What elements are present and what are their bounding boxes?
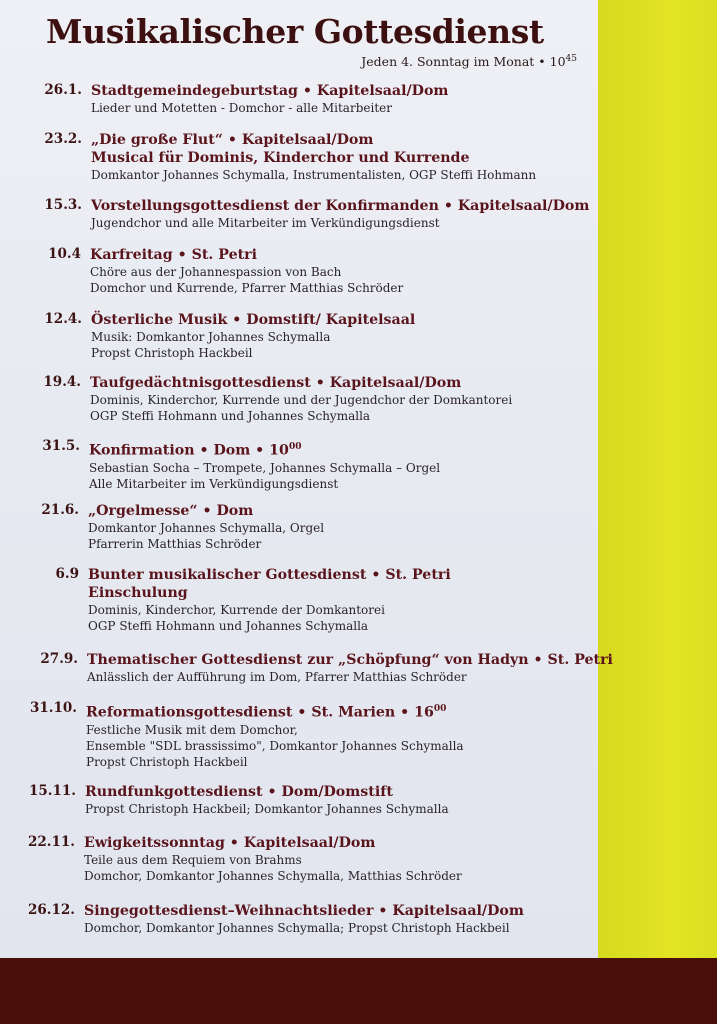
event-description-line: Domchor und Kurrende, Pfarrer Matthias Schröder: [90, 281, 404, 295]
event-details: [88, 502, 324, 552]
dark-red-band: [0, 958, 717, 1024]
yellow-background: [598, 0, 717, 958]
event-details: [87, 651, 613, 685]
event-description-line: Alle Mitarbeiter im Verkündigungsdienst: [89, 476, 339, 491]
event-time-minutes: 00: [288, 442, 302, 452]
event-description-line: Propst Christoph Hackbeil: [86, 754, 248, 769]
event-date: 26.12.: [28, 902, 75, 918]
event-title-text: „Orgelmesse“ • Dom: [88, 503, 254, 519]
event-details: [91, 82, 448, 116]
event-date: 21.6.: [41, 502, 79, 518]
event-description-line: Domkantor Johannes Schymalla, Orgel: [88, 521, 325, 535]
event-description-line: Pfarrerin Matthias Schröder: [88, 537, 262, 551]
event-description-line: Sebastian Socha – Trompete, Johannes Schymalla – Orgel: [89, 460, 441, 475]
event-details: [88, 566, 451, 634]
event-date: 27.9.: [40, 651, 78, 667]
event-title-text: Ewigkeitssonntag • Kapitelsaal/Dom: [84, 835, 376, 851]
event-details: [84, 834, 462, 884]
event-title: [87, 651, 613, 669]
event-title-text: Bunter musikalischer Gottesdienst • St. Petri: [88, 567, 451, 583]
event-title-text: Thematischer Gottesdienst zur „Schöpfung“ von Hadyn • St. Petri: [87, 652, 613, 668]
event-description-line: Lieder und Motetten - Domchor - alle Mitarbeiter: [91, 101, 392, 115]
event-details: [89, 438, 440, 492]
event-subtitle: Musical für Dominis, Kinderchor und Kurrende: [91, 150, 470, 166]
event-title-text: Karfreitag • St. Petri: [90, 247, 258, 263]
event-date: 22.11.: [28, 834, 75, 850]
event-description-line: OGP Steffi Hohmann und Johannes Schymalla: [90, 409, 371, 423]
event-date: 15.3.: [44, 197, 82, 213]
event-description-line: Domchor, Domkantor Johannes Schymalla, Matthias Schröder: [84, 869, 462, 883]
event-details: [91, 131, 536, 183]
event-date: 15.11.: [29, 783, 76, 799]
event-title-text: Österliche Musik • Domstift/ Kapitelsaal: [91, 312, 416, 328]
event-date: 10.4: [48, 246, 81, 262]
event-title-text: Taufgedächtnisgottesdienst • Kapitelsaal/Dom: [90, 375, 462, 391]
event-details: [91, 197, 589, 231]
event-title: [91, 82, 448, 100]
event-title: [91, 197, 589, 215]
schedule-note-minutes: 45: [565, 54, 577, 64]
event-title: [90, 374, 512, 392]
event-subtitle: Einschulung: [88, 585, 188, 601]
event-date: 31.5.: [42, 438, 80, 454]
event-title: [91, 311, 415, 329]
event-date: 26.1.: [44, 82, 82, 98]
event-time-minutes: 00: [433, 704, 447, 714]
event-description-line: Domchor, Domkantor Johannes Schymalla; Propst Christoph Hackbeil: [84, 921, 510, 935]
event-title-text: Rundfunkgottesdienst • Dom/Domstift: [85, 784, 393, 800]
event-title-text: Singegottesdienst–Weihnachtslieder • Kapitelsaal/Dom: [84, 903, 524, 919]
event-description-line: Musik: Domkantor Johannes Schymalla: [91, 330, 331, 344]
event-title-text: Konfirmation • Dom • 10: [89, 442, 289, 459]
event-description-line: Propst Christoph Hackbeil; Domkantor Johannes Schymalla: [85, 802, 449, 816]
event-title-text: „Die große Flut“ • Kapitelsaal/Dom: [91, 132, 374, 148]
event-title: [88, 502, 324, 520]
event-description-line: Festliche Musik mit dem Domchor,: [86, 722, 298, 737]
event-description-line: Propst Christoph Hackbeil: [91, 346, 253, 360]
event-title: [89, 438, 440, 460]
page-title: Musikalischer Gottesdienst: [46, 12, 544, 51]
event-title-text: Vorstellungsgottesdienst der Konfirmanden • Kapitelsaal/Dom: [91, 198, 590, 214]
event-details: [90, 246, 403, 296]
event-description-line: Chöre aus der Johannespassion von Bach: [90, 265, 342, 279]
event-details: [85, 783, 449, 817]
schedule-note-text: Jeden 4. Sonntag im Monat • 10: [361, 54, 566, 70]
event-title-text: Stadtgemeindegeburtstag • Kapitelsaal/Dom: [91, 83, 449, 99]
event-details: [90, 374, 512, 424]
event-description-line: Anlässlich der Aufführung im Dom, Pfarrer Matthias Schröder: [87, 670, 467, 684]
event-date: 23.2.: [44, 131, 82, 147]
event-title: [90, 246, 403, 264]
event-details: [84, 902, 524, 936]
event-title: [86, 700, 464, 722]
event-description-line: Teile aus dem Requiem von Brahms: [84, 853, 302, 867]
event-description-line: Jugendchor und alle Mitarbeiter im Verkündigungsdienst: [91, 216, 440, 230]
event-description-line: Domkantor Johannes Schymalla, Instrumentalisten, OGP Steffi Hohmann: [91, 168, 537, 182]
event-title: [84, 902, 524, 920]
event-date: 12.4.: [44, 311, 82, 327]
event-title-text: Reformationsgottesdienst • St. Marien • 16: [86, 704, 434, 721]
event-description-line: OGP Steffi Hohmann und Johannes Schymalla: [88, 619, 369, 633]
event-title: [91, 131, 536, 149]
event-details: [91, 311, 415, 361]
event-description-line: Ensemble "SDL brassissimo", Domkantor Johannes Schymalla: [86, 738, 464, 753]
event-details: [86, 700, 464, 770]
event-title: [85, 783, 449, 801]
event-date: 6.9: [55, 566, 79, 582]
event-description-line: Dominis, Kinderchor, Kurrende der Domkantorei: [88, 603, 385, 617]
event-title: [88, 566, 451, 584]
event-description-line: Dominis, Kinderchor, Kurrende und der Jugendchor der Domkantorei: [90, 393, 513, 407]
event-date: 19.4.: [43, 374, 81, 390]
event-date: 31.10.: [30, 700, 77, 716]
event-title: [84, 834, 462, 852]
